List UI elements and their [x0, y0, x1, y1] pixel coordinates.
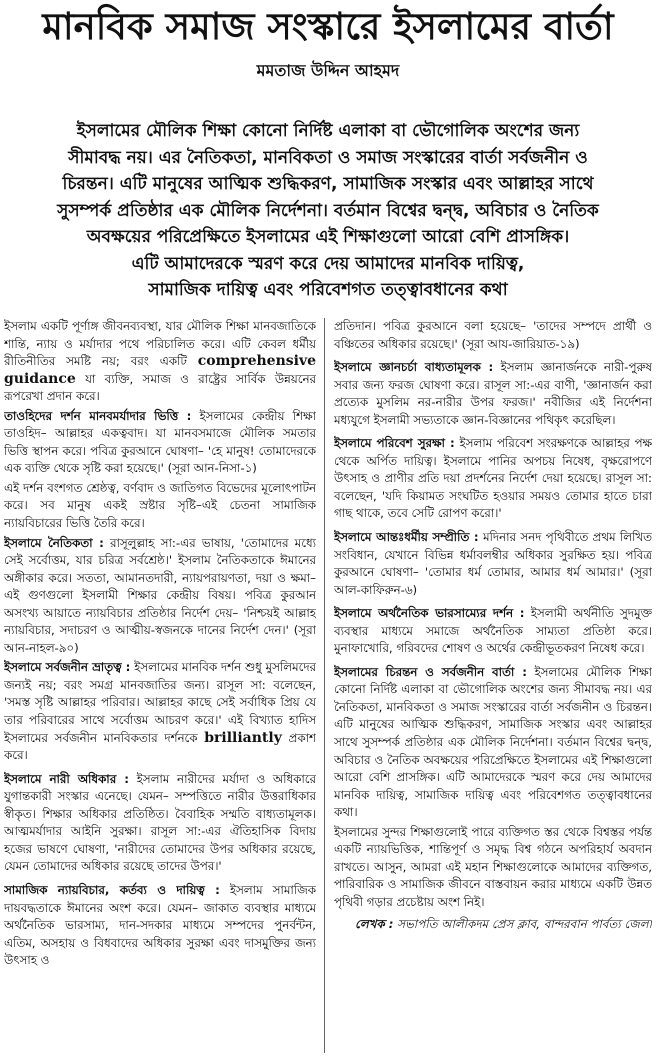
- section-heading: ইসলামে সর্বজনীন ভ্রাতৃত্ব :: [4, 660, 131, 675]
- section-economic-balance: [334, 605, 652, 658]
- intro-paragraph: [4, 318, 316, 406]
- section-text: এই দর্শন বংশগত শ্রেষ্ঠত্ব, বর্ণবাদ ও জাতিগত বিভেদের মূলোৎপাটন করে। সব মানুষ একই স্রষ্টার সৃষ্টি–এই চেতনা সামাজিক ন্যায়বিচারের ভিত্তি তৈরি করে।: [4, 480, 316, 531]
- credit-label: লেখক :: [355, 916, 394, 931]
- section-text: ইসলামের মৌলিক শিক্ষা কোনো নির্দিষ্ট এলাকা বা ভৌগোলিক অংশের জন্য সীমাবদ্ধ নয়। এর নৈতিকতা, মানবিকতা ও সমাজ সংস্কারের বার্তা সর্বজনীন ও চিরন্তন। এটি মানুষের আত্মিক শুদ্ধিকরণ, সামাজিক সংস্কার এবং আল্লাহর সাথে সুসম্পর্ক প্রতিষ্ঠার এক মৌলিক নির্দেশনা। বর্তমান বিশ্বের দ্বন্দ্ব, অবিচার ও নৈতিক অবক্ষয়ের পরিপ্রেক্ষিতে ইসলামের এই শিক্ষাগুলো আরো বেশি প্রাসঙ্গিক। এটি আমাদেরকে স্মরণ করে দেয় আমাদের মানবিক দায়িত্ব, সামাজিক দায়িত্ব এবং পরিবেশগত তত্ত্বাবধানের কথা।: [334, 664, 652, 820]
- article-title: মানবিক সমাজ সংস্কারে ইসলামের বার্তা: [42, 5, 614, 48]
- section-women-rights: [4, 771, 316, 876]
- section-heading: ইসলামে নৈতিকতা :: [4, 535, 104, 550]
- section-english-word: brilliantly: [204, 729, 282, 746]
- section-heading: তাওহিদের দর্শন মানবমর্যাদার ভিত্তি :: [4, 408, 192, 423]
- section-text-end: প্রকাশ করে।: [4, 730, 316, 763]
- section-text: প্রতিদান। পবিত্র কুরআনে বলা হয়েছে– 'তাদের সম্পদে প্রার্থী ও বঞ্চিতের অধিকার রয়েছে।' (সূরা আয-জারিয়াত-১৯): [334, 319, 652, 351]
- section-heading: ইসলামে আন্তঃধর্মীয় সম্প্রীতি :: [334, 530, 479, 545]
- section-heading: ইসলামে জ্ঞানচর্চা বাধ্যতামূলক :: [334, 360, 494, 375]
- section-text: ইসলাম জ্ঞানার্জনকে নারী-পুরুষ সবার জন্য ফরজ ঘোষণা করে। রাসূল সা:-এর বাণী, 'জ্ঞানার্জন করা প্রত্যেক মুসলিম নর-নারীর উপর ফরজ।' নবীজির এই নির্দেশনা মধ্যযুগে ইসলামী সভ্যতাকে জ্ঞান-বিজ্ঞানের পথিকৃৎ করেছিল।: [334, 360, 652, 427]
- section-text: রাসূলুল্লাহ সা:-এর ভাষায়, 'তোমাদের মধ্যে সেই সর্বোত্তম, যার চরিত্র সর্বশ্রেষ্ঠ।' ইসলাম নৈতিকতাকে ঈমানের অঙ্গীকার করে। সততা, আমানতদারী, ন্যায়পরায়ণতা, দয়া ও ক্ষমা– এই গুণগুলো ইসলামী শিক্ষার কেন্দ্রীয় বিষয়। পবিত্র কুরআন অসংখ্য আয়াতে ন্যায়বিচার প্রতিষ্ঠার নির্দেশ দেয়– 'নিশ্চয়ই আল্লাহ ন্যায়বিচার, সদাচরণ ও আত্মীয়-স্বজনকে দানের নির্দেশ দেন।' (সূরা আন-নাহল-৯০): [4, 535, 316, 655]
- section-heading: ইসলামে অর্থনৈতিক ভারসাম্যের দর্শন :: [334, 606, 525, 621]
- author-credit: [334, 916, 652, 934]
- lead-line: চিরন্তন। এটি মানুষের আত্মিক শুদ্ধিকরণ, সামাজিক সংস্কার এবং আল্লাহর সাথে: [62, 174, 594, 194]
- section-heading: সামাজিক ন্যায়বিচার, কর্তব্য ও দায়িত্ব :: [4, 882, 220, 897]
- closing-paragraph: [334, 824, 652, 912]
- intro-english-phrase: comprehensive guidance: [4, 353, 316, 387]
- body-column-left: [4, 318, 316, 1053]
- section-interfaith: [334, 529, 652, 599]
- section-universal-message: [334, 664, 652, 822]
- credit-text: সভাপতি আলীকদম প্রেস ক্লাব, বান্দরবান পার্বত্য জেলা: [397, 916, 652, 931]
- closing-text: ইসলামের সুন্দর শিক্ষাগুলোই পারে ব্যক্তিগত স্তর থেকে বিশ্বস্তর পর্যন্ত একটি ন্যায়ভিত্তিক, শান্তিপূর্ণ ও সমৃদ্ধ বিশ্ব গঠনে অপরিহার্য অবদান রাখতে। আসুন, আমরা এই মহান শিক্ষাগুলোকে আমাদের ব্যক্তিগত, পারিবারিক ও সামাজিক জীবনে বাস্তবায়ন করার মাধ্যমে একটি উন্নত পৃথিবী গড়ার প্রচেষ্টায় অংশ নিই।: [334, 824, 652, 909]
- section-heading: ইসলামে পরিবেশ সুরক্ষা :: [334, 436, 455, 451]
- section-text: ইসলামী অর্থনীতি সুদমুক্ত ব্যবস্থার মাধ্যমে সমাজে অর্থনৈতিক সাম্যতা প্রতিষ্ঠা করে। মুনাফাখোরি, গরিবদের শোষণ ও অর্থের কেন্দ্রীভূতকরণ নিষেধ করে।: [334, 606, 652, 656]
- section-text: ইসলামের মানবিক দর্শন শুধু মুসলিমদের জন্যই নয়; বরং সমগ্র মানবজাতির জন্য। রাসূল সা: বলেছেন, 'সমস্ত সৃষ্টি আল্লাহর পরিবার। আল্লাহর কাছে সেই সর্বাধিক প্রিয় যে তার পরিবারের সাথে সর্বোত্তম আচরণ করে।' এই বিখ্যাত হাদিস ইসলামের সর্বজনীন মানবিকতার দর্শনকে: [4, 660, 316, 745]
- section-social-justice: [4, 882, 316, 970]
- section-knowledge: [334, 359, 652, 429]
- intro-text: ইসলাম একটি পূর্ণাঙ্গ জীবনব্যবস্থা, যার মৌলিক শিক্ষা মানবজাতিকে শান্তি, ন্যায় ও মর্যাদার পথে পরিচালিত করে। এটি কেবল ধর্মীয় রীতিনীতির সমষ্টি নয়; বরং একটি: [4, 319, 316, 369]
- section-heading: ইসলামে নারী অধিকার :: [4, 771, 129, 786]
- section-text: ইসলাম নারীদের মর্যাদা ও অধিকারে যুগান্তকারী সংস্কার এনেছে। যেমন– সম্পত্তিতে নারীর উত্তরাধিকার স্বীকৃত। শিক্ষার অধিকার প্রতিষ্ঠিত। বৈবাহিক সম্মতি বাধ্যতামূলক। আত্মমর্যাদার আইনি সুরক্ষা। রাসূল সা:-এর ঐতিহাসিক বিদায় হজের ভাষণে ঘোষণা, 'নারীদের তোমাদের উপর অধিকার রয়েছে, যেমন তোমাদের অধিকার রয়েছে তাদের উপর।': [4, 771, 316, 874]
- section-text: ইসলাম পরিবেশ সংরক্ষণকে আল্লাহর পক্ষ থেকে অর্পিত দায়িত্ব। ইসলামে পানির অপচয় নিষেধ, বৃক্ষরোপণে উৎসাহ ও প্রাণীর প্রতি দয়া প্রদর্শনের নির্দেশ দেয়া হয়েছে। রাসূল সা: বলেছেন, 'যদি কিয়ামত সংঘটিত হওয়ার সময়ও তোমার হাতে চারা গাছ থাকে, তবে সেটি রোপণ করো।': [334, 436, 652, 521]
- column-divider: [324, 318, 325, 1053]
- section-environment: [334, 435, 652, 523]
- intro-text-end: যা ব্যক্তি, সমাজ ও রাষ্ট্রের সার্বিক উন্নয়নের রূপরেখা প্রদান করে।: [4, 371, 316, 404]
- section-brotherhood: [4, 659, 316, 764]
- section-morality: [4, 535, 316, 658]
- social-justice-cont: [334, 318, 652, 353]
- section-text: মদিনার সনদ পৃথিবীতে প্রথম লিখিত সংবিধান, যেখানে বিভিন্ন ধর্মাবলম্বীর অধিকার সুরক্ষিত হয়। পবিত্র কুরআনে ঘোষণা– 'তোমার ধর্ম তোমার, আমার ধর্ম আমার।' (সূরা আল-কাফিরুন-৬): [334, 530, 652, 597]
- body-column-right: [334, 318, 652, 1053]
- lead-line: সীমাবদ্ধ নয়। এর নৈতিকতা, মানবিকতা ও সমাজ সংস্কারের বার্তা সর্বজনীন ও: [68, 147, 588, 168]
- lead-line: ইসলামের মৌলিক শিক্ষা কোনো নির্দিষ্ট এলাকা বা ভৌগোলিক অংশের জন্য: [76, 121, 580, 141]
- lead-line: সুসম্পর্ক প্রতিষ্ঠার এক মৌলিক নির্দেশনা। বর্তমান বিশ্বের দ্বন্দ্ব, অবিচার ও নৈতিক: [57, 200, 599, 221]
- section-tawhid-cont: [4, 480, 316, 533]
- lead-line: অবক্ষয়ের পরিপ্রেক্ষিতে ইসলামের এই শিক্ষাগুলো আরো বেশি প্রাসঙ্গিক।: [86, 227, 570, 247]
- author-name: মমতাজ উদ্দিন আহমদ: [256, 61, 400, 80]
- section-text: ইসলাম সামাজিক দায়বদ্ধতাকে ঈমানের অংশ করে। যেমন– জাকাত ব্যবস্থার মাধ্যমে অর্থনৈতিক ভারসাম্য, দান-সদকার মাধ্যমে সম্পদের পুনর্বন্টন, এতিম, অসহায় ও বিধবাদের অধিকার সুরক্ষা এবং দাসমুক্তির জন্য উৎসাহ ও: [4, 882, 316, 968]
- section-heading: ইসলামের চিরন্তন ও সর্বজনীন বার্তা :: [334, 664, 527, 679]
- section-tawhid: [4, 408, 316, 478]
- lead-line: এটি আমাদেরকে স্মরণ করে দেয় আমাদের মানবিক দায়িত্ব,: [131, 253, 525, 274]
- lead-line: সামাজিক দায়িত্ব এবং পরিবেশগত তত্ত্বাবধানের কথা: [148, 280, 508, 300]
- lead-paragraph: [22, 118, 634, 304]
- section-text: ইসলামের কেন্দ্রীয় শিক্ষা তাওহিদ– আল্লাহর একত্ববাদ। যা মানবসমাজে মৌলিক সমতার ভিত্তি স্থাপন করে। পবিত্র কুরআনে ঘোষণা– 'হে মানুষ! তোমাদেরকে এক ব্যক্তি থেকে সৃষ্টি করা হয়েছে।' (সূরা আন-নিসা-১): [4, 408, 316, 476]
